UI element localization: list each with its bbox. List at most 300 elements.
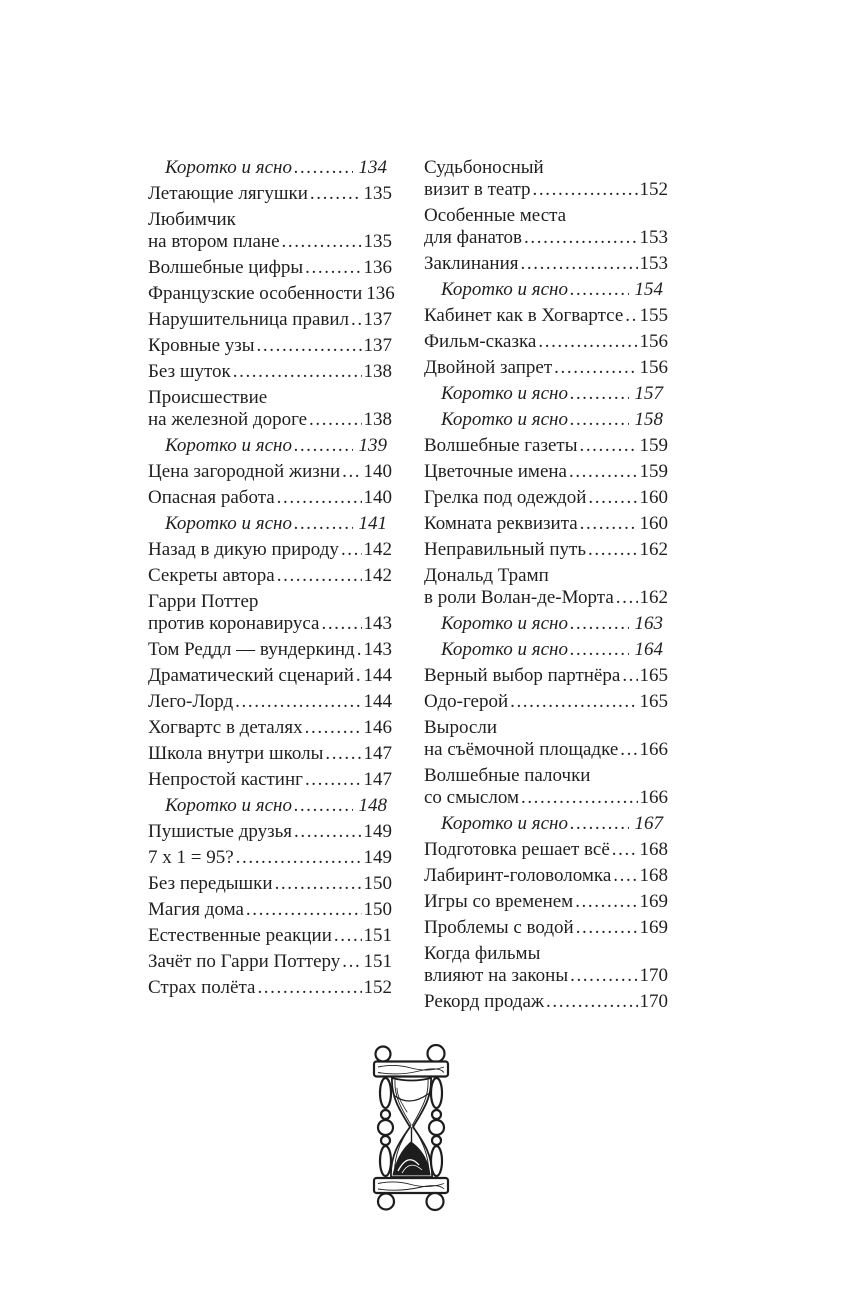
toc-entry-title: Хогвартс в деталях: [148, 717, 303, 738]
toc-page-number: 165: [639, 665, 668, 686]
dot-leader: [233, 361, 362, 383]
toc-entry-title: Коротко и ясно: [165, 157, 292, 178]
dot-leader: [521, 253, 638, 275]
dot-leader: [257, 335, 362, 357]
toc-page-number: 170: [639, 991, 668, 1012]
dot-leader: [570, 813, 629, 835]
toc-entry: [424, 157, 668, 201]
toc-entry: [148, 821, 392, 843]
toc-page-number: 169: [639, 917, 668, 938]
toc-entry-title: Нарушительница правил: [148, 309, 349, 330]
toc-entry-title: Коротко и ясно: [165, 795, 292, 816]
toc-page-number: 150: [363, 899, 392, 920]
toc-entry-title-line: Любимчик: [148, 209, 236, 230]
toc-entry-leader-line: [424, 739, 668, 761]
dot-leader: [570, 409, 629, 431]
toc-entry-title: Непростой кастинг: [148, 769, 303, 790]
dot-leader: [613, 865, 637, 887]
toc-entry: [148, 435, 392, 457]
toc-page-number: 151: [363, 951, 392, 972]
toc-entry: [424, 991, 668, 1013]
toc-entry-leader-line: [424, 435, 668, 457]
toc-page-number: 137: [363, 335, 392, 356]
toc-entry-title: Страх полёта: [148, 977, 256, 998]
toc-entry-title: влияют на законы: [424, 965, 569, 986]
toc-entry: [148, 309, 392, 331]
toc-entry-leader-line: [148, 977, 392, 999]
toc-entry-title-line: Судьбоносный: [424, 157, 544, 178]
toc-entry-title: Летающие лягушки: [148, 183, 308, 204]
dot-leader: [325, 743, 361, 765]
toc-entry-title: Школа внутри школы: [148, 743, 324, 764]
toc-entry: [148, 847, 392, 869]
toc-entry: [148, 795, 392, 817]
toc-entry-title: Одо-герой: [424, 691, 509, 712]
dot-leader: [309, 409, 361, 431]
toc-entry-leader-line: [424, 665, 668, 687]
toc-entry: [424, 435, 668, 457]
toc-entry-leader-line: [148, 309, 392, 331]
dot-leader: [342, 951, 361, 973]
toc-entry-leader-line: [148, 487, 392, 509]
toc-page-number: 169: [639, 891, 668, 912]
toc-entry-title: Грелка под одеждой: [424, 487, 587, 508]
dot-leader: [282, 231, 362, 253]
toc-page-number: 144: [363, 691, 392, 712]
toc-entry-leader-line: [148, 539, 392, 561]
toc-entry-title: Цена загородной жизни: [148, 461, 341, 482]
toc-entry: [148, 691, 392, 713]
toc-entry-leader-line: [441, 613, 663, 635]
toc-entry: [424, 539, 668, 561]
toc-page-number: 162: [639, 539, 668, 560]
toc-entry-leader-line: [148, 183, 392, 205]
toc-entry-title: Кабинет как в Хогвартсе: [424, 305, 624, 326]
hourglass-illustration: [369, 1044, 453, 1212]
dot-leader: [321, 613, 361, 635]
toc-entry-title: Коротко и ясно: [441, 613, 568, 634]
toc-entry-title: Проблемы с водой: [424, 917, 574, 938]
toc-page-number: 138: [363, 361, 392, 382]
toc-entry-leader-line: [424, 539, 668, 561]
toc-entry-leader-line: [424, 227, 668, 249]
toc-entry-title-line: Дональд Трамп: [424, 565, 549, 586]
toc-entry: [148, 539, 392, 561]
toc-entry-leader-line: [148, 665, 392, 687]
toc-page-number: 153: [639, 227, 668, 248]
toc-entry: [148, 513, 392, 535]
toc-page-number: 136: [366, 283, 395, 304]
toc-entry-title-line: Когда фильмы: [424, 943, 541, 964]
toc-page-number: 147: [363, 769, 392, 790]
toc-entry-leader-line: [148, 951, 392, 973]
toc-entry-title-line: Особенные места: [424, 205, 567, 226]
dot-leader: [588, 539, 637, 561]
toc-entry: [148, 157, 392, 179]
toc-entry-title: Коротко и ясно: [165, 435, 292, 456]
toc-entry-leader-line: [148, 821, 392, 843]
toc-entry: [148, 361, 392, 383]
toc-entry: [424, 253, 668, 275]
toc-entry: [424, 205, 668, 249]
toc-entry: [148, 665, 392, 687]
toc-entry-title: визит в театр: [424, 179, 531, 200]
dot-leader: [277, 565, 362, 587]
toc-entry-leader-line: [148, 873, 392, 895]
dot-leader: [305, 717, 362, 739]
toc-entry-leader-line: [441, 639, 663, 661]
dot-leader: [294, 435, 353, 457]
dot-leader: [294, 513, 353, 535]
toc-entry-title: Комната реквизита: [424, 513, 578, 534]
toc-page-number: 158: [634, 409, 663, 430]
toc-entry-title-line: Волшебные палочки: [424, 765, 591, 786]
toc-entry-title: Коротко и ясно: [441, 813, 568, 834]
toc-entry: [424, 765, 668, 809]
toc-entry-leader-line: [148, 717, 392, 739]
toc-entry-leader-line: [424, 513, 668, 535]
toc-entry-leader-line: [148, 283, 395, 305]
toc-page-number: 149: [363, 847, 392, 868]
toc-entry-leader-line: [424, 587, 668, 609]
toc-entry-leader-line: [148, 613, 392, 635]
toc-page-number: 147: [363, 743, 392, 764]
toc-page-number: 135: [363, 231, 392, 252]
toc-entry: [148, 283, 395, 305]
toc-entry: [424, 461, 668, 483]
dot-leader: [580, 513, 638, 535]
toc-page-number: 168: [639, 839, 668, 860]
toc-entry-leader-line: [424, 891, 668, 913]
toc-entry: [424, 305, 668, 327]
toc-page-number: 137: [363, 309, 392, 330]
toc-entry-leader-line: [148, 231, 392, 253]
toc-page-number: 152: [639, 179, 668, 200]
toc-entry: [148, 487, 392, 509]
toc-entry-leader-line: [165, 435, 387, 457]
toc-page-number: 162: [639, 587, 668, 608]
toc-entry-leader-line: [424, 917, 668, 939]
toc-entry-title: Коротко и ясно: [441, 639, 568, 660]
toc-page-number: 148: [358, 795, 387, 816]
toc-page-number: 136: [363, 257, 392, 278]
dot-leader: [275, 873, 362, 895]
toc-page-number: 160: [639, 513, 668, 534]
dot-leader: [570, 965, 637, 987]
toc-entry-title: 7 х 1 = 95?: [148, 847, 234, 868]
toc-entry: [424, 717, 668, 761]
toc-page-number: 146: [363, 717, 392, 738]
dot-leader: [575, 891, 637, 913]
toc-entry: [148, 873, 392, 895]
toc-entry: [148, 925, 392, 947]
toc-page-number: 135: [363, 183, 392, 204]
toc-entry-leader-line: [148, 461, 392, 483]
toc-page-number: 165: [639, 691, 668, 712]
toc-entry-title: Фильм-сказка: [424, 331, 537, 352]
toc-entry-leader-line: [165, 157, 387, 179]
dot-leader: [554, 357, 637, 379]
toc-page-number: 143: [363, 613, 392, 634]
toc-entry: [148, 257, 392, 279]
toc-entry: [148, 899, 392, 921]
toc-entry-leader-line: [441, 279, 663, 301]
toc-page-number: 159: [639, 461, 668, 482]
dot-leader: [305, 769, 362, 791]
toc-entry-leader-line: [165, 795, 387, 817]
toc-page-number: 139: [358, 435, 387, 456]
dot-leader: [524, 227, 637, 249]
toc-entry: [424, 383, 668, 405]
toc-page-number: 157: [634, 383, 663, 404]
toc-entry-leader-line: [441, 813, 663, 835]
toc-entry: [148, 461, 392, 483]
toc-entry-title: Зачёт по Гарри Поттеру: [148, 951, 341, 972]
toc-entry-leader-line: [148, 361, 392, 383]
toc-entry: [148, 565, 392, 587]
toc-entry-leader-line: [424, 179, 668, 201]
toc-entry-leader-line: [424, 787, 668, 809]
toc-entry-leader-line: [148, 899, 392, 921]
dot-leader: [305, 257, 361, 279]
dot-leader: [576, 917, 638, 939]
toc-entry-title: Магия дома: [148, 899, 244, 920]
toc-entry-leader-line: [424, 487, 668, 509]
dot-leader: [246, 899, 362, 921]
dot-leader: [546, 991, 637, 1013]
toc-entry: [148, 639, 392, 661]
dot-leader: [612, 839, 638, 861]
toc-entry: [148, 769, 392, 791]
dot-leader: [622, 665, 637, 687]
toc-page-number: 151: [363, 925, 392, 946]
dot-leader: [356, 665, 362, 687]
toc-entry-title: Назад в дикую природу: [148, 539, 339, 560]
toc-entry: [424, 409, 668, 431]
toc-entry: [424, 357, 668, 379]
dot-leader: [620, 739, 637, 761]
toc-entry-leader-line: [148, 257, 392, 279]
toc-entry: [424, 513, 668, 535]
dot-leader: [570, 383, 629, 405]
toc-entry-title: Волшебные цифры: [148, 257, 304, 278]
toc-entry-title: против коронавируса: [148, 613, 320, 634]
toc-page-number: 140: [363, 487, 392, 508]
toc-entry-title: Цветочные имена: [424, 461, 567, 482]
toc-page-number: 142: [363, 539, 392, 560]
toc-page-number: 160: [639, 487, 668, 508]
toc-column-left: [148, 157, 395, 1017]
toc-page-number: 140: [363, 461, 392, 482]
toc-entry-title: Драматический сценарий: [148, 665, 354, 686]
toc-entry-title: Естественные реакции: [148, 925, 332, 946]
toc-entry-leader-line: [424, 461, 668, 483]
toc-page-number: 138: [363, 409, 392, 430]
toc-entry-title: Игры со временем: [424, 891, 574, 912]
dot-leader: [357, 639, 362, 661]
toc-entry-leader-line: [148, 565, 392, 587]
dot-leader: [257, 977, 361, 999]
toc-page-number: 166: [639, 739, 668, 760]
toc-entry: [148, 183, 392, 205]
toc-entry: [424, 839, 668, 861]
dot-leader: [570, 639, 629, 661]
toc-entry-leader-line: [441, 409, 663, 431]
dot-leader: [569, 461, 638, 483]
toc-entry: [148, 387, 392, 431]
toc-entry-title: Секреты автора: [148, 565, 275, 586]
hourglass-sand: [393, 1142, 430, 1175]
toc-entry-leader-line: [424, 839, 668, 861]
dot-leader: [521, 787, 638, 809]
toc-entry: [148, 591, 392, 635]
toc-entry-title: со смыслом: [424, 787, 519, 808]
toc-entry-leader-line: [424, 357, 668, 379]
toc-page-number: 156: [639, 331, 668, 352]
toc-entry-title: Французские особенности: [148, 283, 363, 304]
toc-page-number: 170: [639, 965, 668, 986]
toc-entry: [424, 613, 668, 635]
toc-page-number: 156: [639, 357, 668, 378]
dot-leader: [310, 183, 362, 205]
dot-leader: [570, 613, 629, 635]
toc-entry-title-line: Выросли: [424, 717, 497, 738]
toc-entry-title-line: Происшествие: [148, 387, 268, 408]
toc-entry-leader-line: [424, 691, 668, 713]
toc-page-number: 141: [358, 513, 387, 534]
toc-entry-title: Коротко и ясно: [441, 279, 568, 300]
dot-leader: [351, 309, 362, 331]
toc-entry-leader-line: [148, 639, 392, 661]
toc-page-number: 159: [639, 435, 668, 456]
toc-entry-leader-line: [148, 925, 392, 947]
toc-page-number: 164: [634, 639, 663, 660]
toc-entry-title: Коротко и ясно: [441, 409, 568, 430]
toc-entry-leader-line: [148, 847, 392, 869]
toc-page-number: 166: [639, 787, 668, 808]
toc-entry-leader-line: [424, 305, 668, 327]
toc-entry-title: Том Реддл — вундеркинд: [148, 639, 355, 660]
dot-leader: [579, 435, 637, 457]
toc-entry: [424, 279, 668, 301]
toc-entry-title: Кровные узы: [148, 335, 255, 356]
toc-entry-leader-line: [148, 409, 392, 431]
toc-entry-title: Верный выбор партнёра: [424, 665, 621, 686]
toc-entry-title: Двойной запрет: [424, 357, 553, 378]
toc-page-number: 163: [634, 613, 663, 634]
toc-page-number: 168: [639, 865, 668, 886]
dot-leader: [341, 539, 362, 561]
toc-entry-title: Коротко и ясно: [441, 383, 568, 404]
dot-leader: [294, 821, 361, 843]
toc-entry: [148, 743, 392, 765]
toc-entry: [148, 977, 392, 999]
toc-page-number: 152: [363, 977, 392, 998]
toc-entry-leader-line: [424, 253, 668, 275]
toc-entry-leader-line: [165, 513, 387, 535]
toc-entry: [148, 717, 392, 739]
toc-page-number: 143: [363, 639, 392, 660]
toc-entry: [424, 331, 668, 353]
toc-entry: [424, 943, 668, 987]
dot-leader: [277, 487, 362, 509]
toc-page-number: 167: [634, 813, 663, 834]
dot-leader: [294, 795, 353, 817]
toc-entry-title-line: Гарри Поттер: [148, 591, 259, 612]
toc-entry-title: Лабиринт-головоломка: [424, 865, 612, 886]
toc-entry-title: Пушистые друзья: [148, 821, 293, 842]
toc-page-number: 144: [363, 665, 392, 686]
dot-leader: [294, 157, 353, 179]
toc-page-number: 149: [363, 821, 392, 842]
toc-entry-title: Опасная работа: [148, 487, 275, 508]
toc-entry-title: для фанатов: [424, 227, 523, 248]
toc-page-number: 150: [363, 873, 392, 894]
dot-leader: [235, 691, 361, 713]
toc-page-number: 134: [358, 157, 387, 178]
toc-entry-title: Неправильный путь: [424, 539, 587, 560]
toc-entry-leader-line: [441, 383, 663, 405]
toc-entry-title: Волшебные газеты: [424, 435, 578, 456]
toc-entry-title: Коротко и ясно: [165, 513, 292, 534]
toc-entry-title: Подготовка решает всё: [424, 839, 610, 860]
toc-entry-title: на железной дороге: [148, 409, 308, 430]
toc-entry: [424, 865, 668, 887]
toc-entry: [424, 813, 668, 835]
toc-entry: [148, 335, 392, 357]
toc-entry-title: на съёмочной площадке: [424, 739, 619, 760]
toc-entry-leader-line: [148, 335, 392, 357]
toc-entry-leader-line: [148, 743, 392, 765]
toc-entry: [424, 891, 668, 913]
toc-entry: [424, 639, 668, 661]
toc-entry: [424, 917, 668, 939]
toc-entry-title: Без передышки: [148, 873, 273, 894]
dot-leader: [510, 691, 637, 713]
dot-leader: [533, 179, 638, 201]
toc-page-number: 155: [639, 305, 668, 326]
toc-entry: [148, 951, 392, 973]
dot-leader: [588, 487, 637, 509]
toc-entry: [148, 209, 392, 253]
dot-leader: [625, 305, 637, 327]
table-of-contents: [148, 157, 668, 1017]
toc-page-number: 154: [634, 279, 663, 300]
toc-entry: [424, 487, 668, 509]
toc-entry-leader-line: [424, 331, 668, 353]
toc-page-number: 142: [363, 565, 392, 586]
toc-entry-title: Заклинания: [424, 253, 519, 274]
toc-entry-title: в роли Волан-де-Морта: [424, 587, 614, 608]
toc-entry-title: на втором плане: [148, 231, 280, 252]
toc-entry-title: Без шуток: [148, 361, 231, 382]
dot-leader: [342, 461, 361, 483]
toc-entry-leader-line: [148, 691, 392, 713]
toc-column-right: [424, 157, 668, 1017]
dot-leader: [538, 331, 637, 353]
toc-entry: [424, 665, 668, 687]
dot-leader: [616, 587, 638, 609]
toc-entry-leader-line: [424, 865, 668, 887]
toc-entry-leader-line: [424, 991, 668, 1013]
toc-entry-title: Рекорд продаж: [424, 991, 545, 1012]
dot-leader: [570, 279, 629, 301]
dot-leader: [334, 925, 362, 947]
toc-page-number: 153: [639, 253, 668, 274]
toc-entry: [424, 565, 668, 609]
toc-entry-leader-line: [424, 965, 668, 987]
dot-leader: [236, 847, 362, 869]
